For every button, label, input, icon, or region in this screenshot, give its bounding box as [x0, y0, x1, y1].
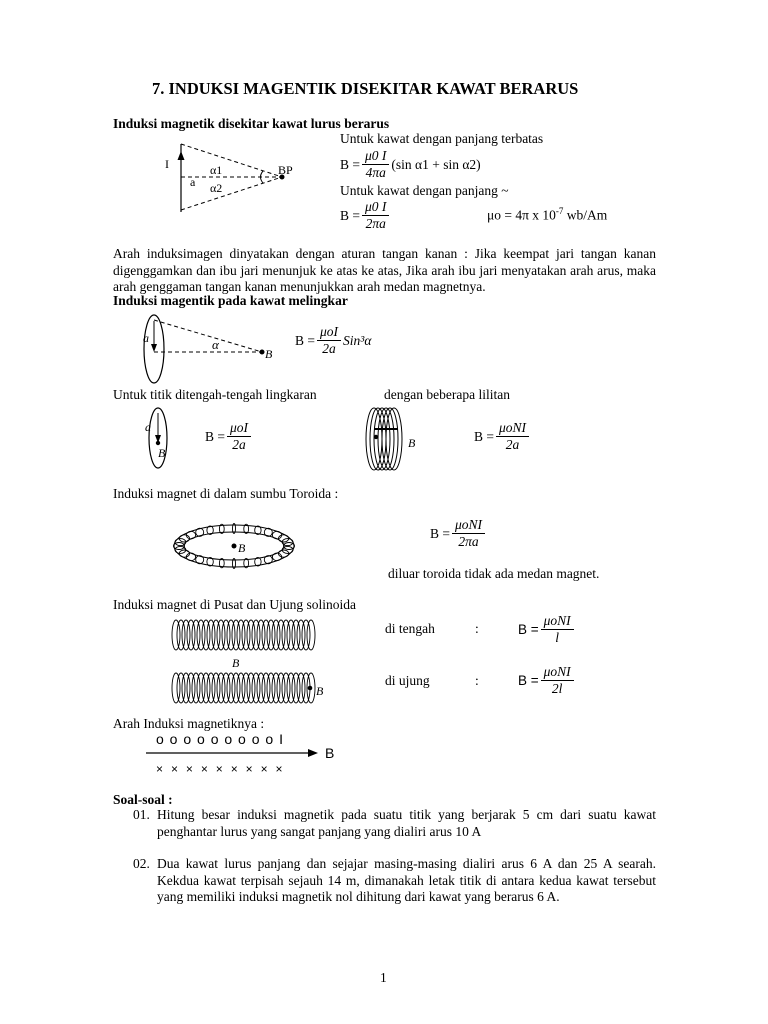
- loop-center-label: Untuk titik ditengah-tengah lingkaran: [113, 387, 317, 402]
- coil-turn: [196, 556, 204, 564]
- coil-turn: [292, 673, 300, 703]
- current-arrow-icon: [178, 151, 185, 160]
- coil-turn: [272, 620, 280, 650]
- coil-turn: [202, 673, 210, 703]
- fig-b-label: B: [265, 347, 273, 361]
- fig-alpha2-label: α2: [210, 181, 223, 195]
- eq-num: μoNI: [452, 517, 485, 534]
- exercise-number: 02.: [133, 856, 150, 871]
- coil-turn: [277, 673, 285, 703]
- coil-turn: [187, 620, 195, 650]
- fig-alpha1-label: α1: [210, 163, 223, 177]
- mu0-unit: wb/Am: [563, 207, 608, 223]
- coil-turn: [227, 673, 235, 703]
- coil-turn: [237, 620, 245, 650]
- toroid-figure: [168, 518, 303, 574]
- direction-heading: Arah Induksi magnetiknya :: [113, 716, 265, 731]
- coil-turn: [172, 620, 180, 650]
- current-out-row: o o o o o o o o o I: [156, 731, 284, 747]
- coil-turn: [252, 620, 260, 650]
- coil-turn: [197, 673, 205, 703]
- current-in-row: × × × × × × × × ×: [156, 762, 285, 776]
- coil-turn: [192, 673, 200, 703]
- infinite-wire-equation: [340, 199, 391, 232]
- eq-lhs: B =: [518, 622, 539, 637]
- coil-turn: [186, 553, 195, 561]
- eq-num: μoNI: [496, 420, 529, 437]
- coil-turn: [232, 620, 240, 650]
- multi-turn-label: dengan beberapa lilitan: [384, 387, 510, 402]
- toroid-heading: Induksi magnet di dalam sumbu Toroida :: [113, 486, 339, 501]
- eq-den: 2πa: [365, 216, 386, 231]
- coil-turn: [242, 673, 250, 703]
- coil-turn: [197, 620, 205, 650]
- eq-lhs: B =: [474, 428, 494, 444]
- eq-den: 2πa: [458, 534, 479, 549]
- fig-b-mid-label: B: [232, 656, 240, 670]
- eq-num: μ0 I: [362, 148, 389, 165]
- right-hand-rule-paragraph: Arah induksimagen dinyatakan dengan aturan tangan kanan : Jika keempat jari tangan kanan digenggamkan dan ibu jari menunjuk ke atas ke atas, Jika arah ibu jari menyatakan arah arus, maka arah genggaman tangan kanan menunjukkan arah medan magnetnya.: [113, 246, 656, 294]
- coil-turn: [264, 556, 272, 564]
- solenoid-center-label: di tengah: [385, 621, 435, 636]
- solenoid-end-label: di ujung: [385, 673, 430, 688]
- field-arrow-label: B: [325, 745, 335, 761]
- toroid-center-dot: [232, 544, 237, 549]
- eq-lhs: B =: [340, 156, 360, 172]
- solenoid-end-colon: :: [475, 673, 479, 688]
- eq-num: μoI: [227, 420, 251, 437]
- coil-turn: [172, 673, 180, 703]
- coil-turn: [182, 673, 190, 703]
- fig-bp-label: BP: [278, 163, 293, 177]
- coil-turn: [217, 673, 225, 703]
- fig-radius-label: a: [145, 420, 151, 434]
- eq-lhs: B =: [205, 428, 225, 444]
- coil-turn: [247, 673, 255, 703]
- coil-turn: [237, 673, 245, 703]
- eq-den: 2l: [551, 681, 563, 696]
- page-title: 7. INDUKSI MAGENTIK DISEKITAR KAWAT BERARUS: [152, 79, 579, 98]
- arrow-head-icon: [308, 749, 318, 757]
- coil-turn: [287, 620, 295, 650]
- solenoid-heading: Induksi magnet di Pusat dan Ujung solinoida: [113, 597, 356, 612]
- exercise-text: Dua kawat lurus panjang dan sejajar masing-masing dialiri arus 6 A dan 25 A searah. Kekdua kawat terpisah sejauh 14 m, dimanakah letak titik di antara kedua kawat tersebut yang memiliki induksi magnetik nol dihitung dari kawat yang berarus 6 A.: [157, 856, 656, 904]
- eq-num: μ0 I: [362, 199, 389, 216]
- eq-den: 4πa: [365, 165, 386, 180]
- fig-b-label: B: [158, 446, 166, 460]
- circular-loop-equation: [295, 324, 373, 357]
- coil-turn: [182, 620, 190, 650]
- fig-distance-label: a: [190, 175, 196, 189]
- eq-num: μoNI: [541, 613, 574, 630]
- fig-b-label: B: [238, 541, 246, 555]
- infinite-wire-label: Untuk kawat dengan panjang ~: [340, 183, 509, 198]
- dashed-line-top: [181, 144, 282, 177]
- coil-turn: [212, 620, 220, 650]
- solenoid-center-colon: :: [475, 621, 479, 636]
- loop-center-equation: [205, 420, 253, 453]
- fig-alpha-label: α: [212, 337, 219, 352]
- dashed-line-radius: [154, 320, 262, 352]
- solenoid-end-dot: [308, 686, 313, 691]
- solenoid-figure: [166, 615, 346, 705]
- coil-turn: [252, 673, 260, 703]
- eq-den: 2a: [322, 341, 336, 356]
- eq-lhs: B =: [430, 525, 450, 541]
- eq-num: μoI: [317, 324, 341, 341]
- mu0-value: μo = 4π x 10: [487, 207, 556, 223]
- coil-turn: [287, 673, 295, 703]
- radius-arrow-icon: [151, 344, 157, 352]
- coil-turn: [282, 620, 290, 650]
- coil-turn: [302, 620, 310, 650]
- coil-turn: [177, 620, 185, 650]
- eq-lhs: B =: [518, 673, 539, 688]
- multi-turn-loop-figure: [360, 405, 430, 473]
- coil-turn: [262, 673, 270, 703]
- eq-lhs: B =: [295, 332, 315, 348]
- circular-loop-figure: [138, 312, 288, 386]
- coil-turn: [264, 528, 272, 536]
- field-arrow: [146, 746, 326, 760]
- coil-turn: [187, 673, 195, 703]
- coil-turn: [186, 531, 195, 539]
- coil-turn: [272, 673, 280, 703]
- mu0-constant: [487, 206, 607, 224]
- coil-turn: [297, 673, 305, 703]
- coil-turn: [307, 620, 315, 650]
- toroid-outside-note: diluar toroida tidak ada medan magnet.: [388, 566, 600, 581]
- toroid-equation: [430, 517, 487, 550]
- coil-turn: [222, 673, 230, 703]
- coil-turn: [257, 673, 265, 703]
- coil-turn: [232, 673, 240, 703]
- page-number: 1: [380, 970, 387, 985]
- list-item: [113, 807, 656, 840]
- solenoid-bottom-coils: [172, 673, 315, 703]
- section-heading-straight-wire: Induksi magnetik disekitar kawat lurus berarus: [113, 116, 390, 131]
- coil-turn: [192, 620, 200, 650]
- finite-wire-label: Untuk kawat dengan panjang terbatas: [340, 131, 544, 146]
- solenoid-center-equation: [518, 613, 576, 646]
- finite-wire-equation: [340, 148, 483, 181]
- coil-turn: [262, 620, 270, 650]
- list-item: [113, 856, 656, 906]
- exercise-heading: Soal-soal :: [113, 792, 173, 807]
- solenoid-top-coils: [172, 620, 315, 650]
- eq-num: μoNI: [541, 664, 574, 681]
- exercise-text: Hitung besar induksi magnetik pada suatu titik yang berjarak 5 cm dari suatu kawat penghantar lurus yang sangat panjang yang dialiri arus 10 A: [157, 807, 656, 839]
- point-b-dot: [260, 350, 265, 355]
- coil-turn: [247, 620, 255, 650]
- loop-center-figure: [140, 405, 180, 471]
- coil-turn: [267, 673, 275, 703]
- coil-turn: [207, 620, 215, 650]
- coil-turn: [207, 673, 215, 703]
- coil-turn: [272, 553, 281, 561]
- fig-radius-label: a: [143, 331, 149, 345]
- coil-turn: [277, 620, 285, 650]
- fig-current-label: I: [165, 157, 169, 171]
- coil-turn: [196, 528, 204, 536]
- coil-turn: [257, 620, 265, 650]
- exercise-list: [113, 807, 656, 906]
- eq-den: l: [555, 630, 560, 645]
- coil-turn: [292, 620, 300, 650]
- coil-turn: [202, 620, 210, 650]
- fig-b-end-label: B: [316, 684, 324, 698]
- solenoid-end-equation: [518, 664, 576, 697]
- coil-turn: [297, 620, 305, 650]
- coil-turn: [227, 620, 235, 650]
- coil-turn: [272, 531, 281, 539]
- eq-tail: Sin³α: [343, 332, 372, 348]
- coil-turn: [212, 673, 220, 703]
- mu0-exponent: -7: [555, 206, 564, 216]
- coil-turn: [217, 620, 225, 650]
- dashed-line-bottom: [181, 177, 282, 210]
- coil-turn: [177, 673, 185, 703]
- eq-tail: (sin α1 + sin α2): [391, 156, 481, 172]
- straight-wire-figure: [160, 138, 310, 218]
- eq-den: 2a: [505, 437, 520, 452]
- coil-turn: [242, 620, 250, 650]
- coil-turn: [282, 673, 290, 703]
- eq-lhs: B =: [340, 207, 360, 223]
- coil-turn: [267, 620, 275, 650]
- exercise-number: 01.: [133, 807, 150, 822]
- multi-turn-equation: [474, 420, 531, 453]
- fig-b-label: B: [408, 436, 416, 450]
- eq-den: 2a: [232, 437, 246, 452]
- coil-turn: [222, 620, 230, 650]
- center-dot: [156, 441, 160, 445]
- section-heading-circular-wire: Induksi magentik pada kawat melingkar: [113, 293, 348, 308]
- center-dot: [374, 435, 378, 439]
